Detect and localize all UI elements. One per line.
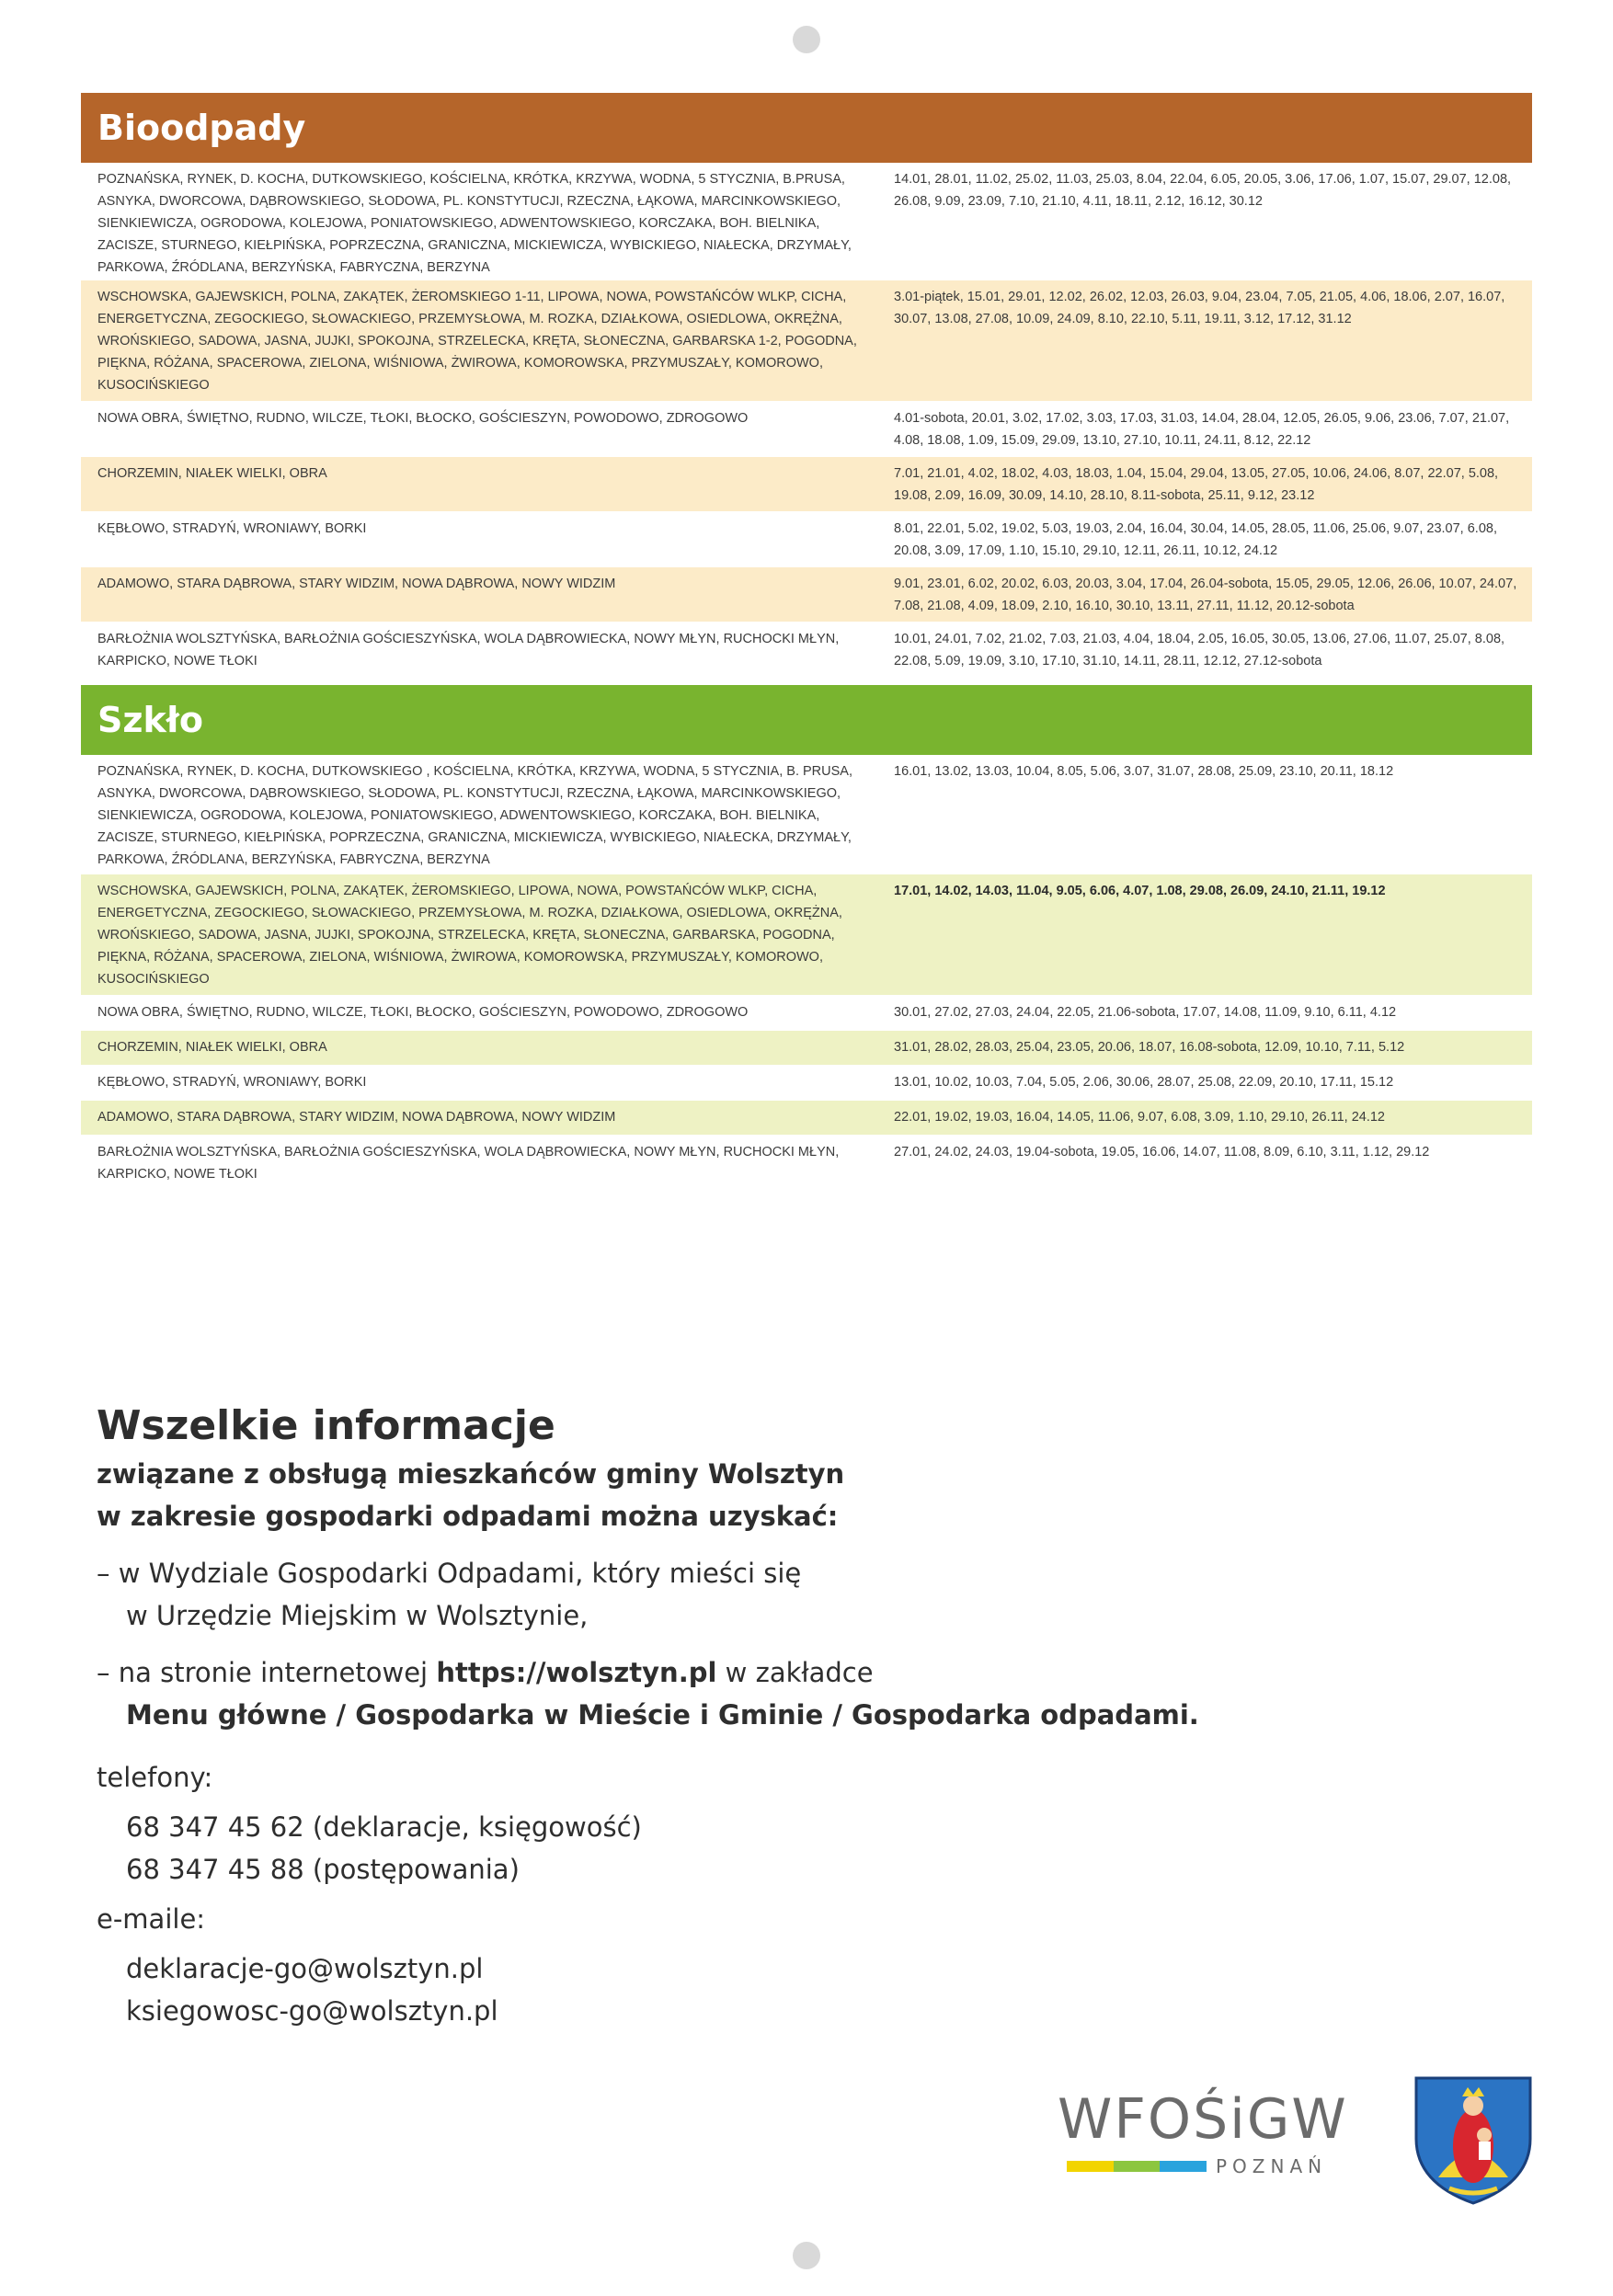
table-row [81,1031,1532,1066]
punch-hole-bottom [793,2242,820,2269]
streets-cell: CHORZEMIN, NIAŁEK WIELKI, OBRA [97,466,327,481]
streets-cell: ADAMOWO, STARA DĄBROWA, STARY WIDZIM, NOWA DĄBROWA, NOWY WIDZIM [97,1110,616,1125]
streets-cell: NOWA OBRA, ŚWIĘTNO, RUDNO, WILCZE, TŁOKI, BŁOCKO, GOŚCIESZYN, POWODOWO, ZDROGOWO [97,1005,749,1020]
dates-cell: 17.01, 14.02, 14.03, 11.04, 9.05, 6.06, 4.07, 1.08, 29.08, 26.09, 24.10, 21.11, 19.12 [894,884,1386,898]
streets-cell: WSCHOWSKA, GAJEWSKICH, POLNA, ZAKĄTEK, ŻEROMSKIEGO, LIPOWA, NOWA, POWSTAŃCÓW WLKP, CICHA, ENERGETYCZNA, ZEGOCKIEGO, SŁOWACKIEGO, PRZEMYSŁOWA, M. ROZKA, DZIAŁKOWA, OSIEDLOWA, OKRĘŻNA, WROŃSKIEGO, SADOWA, JASNA, JUJKI, SPOKOJNA, STRZELECKA, KRĘTA, SŁONECZNA, GARBARSKA, POGODNA, PIĘKNA, RÓŻANA, SPACEROWA, ZIELONA, WIŚNIOWA, ŻWIROWA, KOMOROWSKA, PRZYMUSZAŁY, KOMOROWO, KUSOCIŃSKIEGO [97,884,842,987]
wfosigw-logo [1058,2087,1352,2188]
table-row [81,1066,1532,1101]
table-row [81,1101,1532,1136]
table-row [81,996,1532,1031]
szklo-table [81,755,1532,1191]
info-subtitle-2: w zakresie gospodarki odpadami można uzyskać: [97,1501,839,1532]
dates-cell: 27.01, 24.02, 24.03, 19.04-sobota, 19.05, 16.06, 14.07, 11.08, 8.09, 6.10, 3.11, 1.12, 29.12 [894,1145,1430,1159]
streets-cell: WSCHOWSKA, GAJEWSKICH, POLNA, ZAKĄTEK, ŻEROMSKIEGO 1-11, LIPOWA, NOWA, POWSTAŃCÓW WLKP, CICHA, ENERGETYCZNA, ZEGOCKIEGO, SŁOWACKIEGO, PRZEMYSŁOWA, M. ROZKA, DZIAŁKOWA, OSIEDLOWA, OKRĘŻNA, WROŃSKIEGO, SADOWA, JASNA, JUJKI, SPOKOJNA, STRZELECKA, KRĘTA, SŁONECZNA, GARBARSKA 1-2, POGODNA, PIĘKNA, RÓŻANA, SPACEROWA, ZIELONA, WIŚNIOWA, ŻWIROWA, KOMOROWSKA, PRZYMUSZAŁY, KOMOROWO, KUSOCIŃSKIEGO [97,290,857,393]
table-row [81,457,1532,512]
dates-cell: 31.01, 28.02, 28.03, 25.04, 23.05, 20.06, 18.07, 16.08-sobota, 12.09, 10.10, 7.11, 5.12 [894,1040,1405,1055]
szklo-header [81,685,1532,755]
table-row [81,623,1532,674]
dates-cell: 8.01, 22.01, 5.02, 19.02, 5.03, 19.03, 2.04, 16.04, 30.04, 14.05, 28.05, 11.06, 25.06, 9.07, 23.07, 6.08, 20.08, 3.09, 17.09, 1.10, 15.10, 29.10, 12.11, 26.11, 10.12, 24.12 [894,521,1497,558]
table-row [81,512,1532,567]
szklo-title: Szkło [97,700,203,740]
logo-bar-blue [1160,2161,1207,2172]
streets-cell: KĘBŁOWO, STRADYŃ, WRONIAWY, BORKI [97,521,367,536]
bioodpady-title: Bioodpady [97,108,306,148]
bioodpady-header [81,93,1532,163]
dates-cell: 22.01, 19.02, 19.03, 16.04, 14.05, 11.06, 9.07, 6.08, 3.09, 1.10, 29.10, 26.11, 24.12 [894,1110,1385,1125]
wfosigw-logo-text: WFOŚiGW [1058,2087,1348,2152]
info-subtitle-1: związane z obsługą mieszkańców gminy Wolsztyn [97,1458,845,1490]
streets-cell: NOWA OBRA, ŚWIĘTNO, RUDNO, WILCZE, TŁOKI, BŁOCKO, GOŚCIESZYN, POWODOWO, ZDROGOWO [97,411,749,426]
dates-cell: 30.01, 27.02, 27.03, 24.04, 22.05, 21.06-sobota, 17.07, 14.08, 11.09, 9.10, 6.11, 4.12 [894,1005,1397,1020]
phone-2: 68 347 45 88 (postępowania) [126,1854,520,1885]
logo-city: POZNAŃ [1216,2155,1328,2177]
info-bullet-office [97,1552,1384,1637]
streets-cell: POZNAŃSKA, RYNEK, D. KOCHA, DUTKOWSKIEGO, KOŚCIELNA, KRÓTKA, KRZYWA, WODNA, 5 STYCZNIA, B.PRUSA, ASNYKA, DWORCOWA, DĄBROWSKIEGO, SŁODOWA, PL. KONSTYTUCJI, RZECZNA, ŁĄKOWA, MARCINKOWSKIEGO, SIENKIEWICZA, OGRODOWA, KOLEJOWA, PONIATOWSKIEGO, ADWENTOWSKIEGO, KORCZAKA, BOH. BIELNIKA, ZACISZE, STURNEGO, KIEŁPIŃSKA, POPRZECZNA, GRANICZNA, MICKIEWICZA, WYBICKIEGO, NIAŁECKA, DRZYMAŁY, PARKOWA, ŹRÓDLANA, BERZYŃSKA, FABRYCZNA, BERZYNA [97,172,852,275]
streets-cell: ADAMOWO, STARA DĄBROWA, STARY WIDZIM, NOWA DĄBROWA, NOWY WIDZIM [97,577,616,591]
info-bullet-website [97,1651,1384,1736]
website-menu-path: Menu główne / Gospodarka w Mieście i Gminie / Gospodarka odpadami. [126,1699,1199,1731]
dates-cell: 7.01, 21.01, 4.02, 18.02, 4.03, 18.03, 1.04, 15.04, 29.04, 13.05, 27.05, 10.06, 24.06, 8.07, 22.07, 5.08, 19.08, 2.09, 16.09, 30.09, 14.10, 28.10, 8.11-sobota, 25.11, 9.12, 23.12 [894,466,1499,503]
website-pre: – na stronie internetowej [97,1657,437,1688]
coat-of-arms-icon [1411,2074,1536,2207]
logo-color-bar [1067,2161,1207,2172]
dates-cell: 3.01-piątek, 15.01, 29.01, 12.02, 26.02, 12.03, 26.03, 9.04, 23.04, 7.05, 21.05, 4.06, 18.06, 2.07, 16.07, 30.07, 13.08, 27.08, 10.09, 24.09, 8.10, 22.10, 5.11, 19.11, 3.12, 17.12, 31.12 [894,290,1505,326]
streets-cell: CHORZEMIN, NIAŁEK WIELKI, OBRA [97,1040,327,1055]
website-post: w zakładce [716,1657,874,1688]
website-line [97,1651,1384,1694]
table-row [81,402,1532,457]
bioodpady-section [81,93,1532,674]
table-row [81,163,1532,280]
punch-hole-top [793,26,820,53]
phones-label: telefony: [97,1762,213,1793]
dates-cell: 13.01, 10.02, 10.03, 7.04, 5.05, 2.06, 30.06, 28.07, 25.08, 22.09, 20.10, 17.11, 15.12 [894,1075,1394,1090]
szklo-section [81,685,1532,1191]
bioodpady-table [81,163,1532,674]
dates-cell: 4.01-sobota, 20.01, 3.02, 17.02, 3.03, 17.03, 31.03, 14.04, 28.04, 12.05, 26.05, 9.06, 23.06, 7.07, 21.07, 4.08, 18.08, 1.09, 15.09, 29.09, 13.10, 27.10, 10.11, 24.11, 8.12, 22.12 [894,411,1510,448]
logo-bar-green [1114,2161,1161,2172]
info-block [97,1399,1384,2032]
email-1-link[interactable]: deklaracje-go@wolsztyn.pl [126,1953,484,1984]
dates-cell: 10.01, 24.01, 7.02, 21.02, 7.03, 21.03, 4.04, 18.04, 2.05, 16.05, 30.05, 13.06, 27.06, 11.07, 25.07, 8.08, 22.08, 5.09, 19.09, 3.10, 17.10, 31.10, 14.11, 28.11, 12.12, 27.12-sobota [894,632,1505,668]
email-2-link[interactable]: ksiegowosc-go@wolsztyn.pl [126,1995,498,2027]
streets-cell: BARŁOŻNIA WOLSZTYŃSKA, BARŁOŻNIA GOŚCIESZYŃSKA, WOLA DĄBROWIECKA, NOWY MŁYN, RUCHOCKI MŁYN, KARPICKO, NOWE TŁOKI [97,1145,840,1182]
streets-cell: BARŁOŻNIA WOLSZTYŃSKA, BARŁOŻNIA GOŚCIESZYŃSKA, WOLA DĄBROWIECKA, NOWY MŁYN, RUCHOCKI MŁYN, KARPICKO, NOWE TŁOKI [97,632,840,668]
table-row [81,567,1532,623]
dates-cell: 16.01, 13.02, 13.03, 10.04, 8.05, 5.06, 3.07, 31.07, 28.08, 25.09, 23.10, 20.11, 18.12 [894,764,1394,779]
logo-bar-yellow [1067,2161,1114,2172]
info-title: Wszelkie informacje [97,1402,555,1449]
dates-cell: 14.01, 28.01, 11.02, 25.02, 11.03, 25.03, 8.04, 22.04, 6.05, 20.05, 3.06, 17.06, 1.07, 15.07, 29.07, 12.08, 26.08, 9.09, 23.09, 7.10, 21.10, 4.11, 18.11, 2.12, 16.12, 30.12 [894,172,1512,209]
office-line-2: w Urzędzie Miejskim w Wolsztynie, [126,1600,589,1631]
streets-cell: KĘBŁOWO, STRADYŃ, WRONIAWY, BORKI [97,1075,367,1090]
emails-label: e-maile: [97,1903,206,1935]
table-row [81,755,1532,874]
table-row [81,1136,1532,1191]
phone-1: 68 347 45 62 (deklaracje, księgowość) [126,1811,642,1843]
website-url-link[interactable]: https://wolsztyn.pl [436,1657,717,1688]
office-line-1: – w Wydziale Gospodarki Odpadami, który mieści się [97,1558,802,1589]
table-row [81,874,1532,996]
streets-cell: POZNAŃSKA, RYNEK, D. KOCHA, DUTKOWSKIEGO , KOŚCIELNA, KRÓTKA, KRZYWA, WODNA, 5 STYCZNIA, B. PRUSA, ASNYKA, DWORCOWA, DĄBROWSKIEGO, SŁODOWA, PL. KONSTYTUCJI, RZECZNA, ŁĄKOWA, MARCINKOWSKIEGO, SIENKIEWICZA, OGRODOWA, KOLEJOWA, PONIATOWSKIEGO, ADWENTOWSKIEGO, KORCZAKA, BOH. BIELNIKA, ZACISZE, STURNEGO, KIEŁPIŃSKA, POPRZECZNA, GRANICZNA, MICKIEWICZA, WYBICKIEGO, NIAŁECKA, DRZYMAŁY, PARKOWA, ŹRÓDLANA, BERZYŃSKA, FABRYCZNA, BERZYNA [97,764,852,867]
table-row [81,280,1532,402]
dates-cell: 9.01, 23.01, 6.02, 20.02, 6.03, 20.03, 3.04, 17.04, 26.04-sobota, 15.05, 29.05, 12.06, 26.06, 10.07, 24.07, 7.08, 21.08, 4.09, 18.09, 2.10, 16.10, 30.10, 13.11, 27.11, 11.12, 20.12-sobota [894,577,1517,613]
